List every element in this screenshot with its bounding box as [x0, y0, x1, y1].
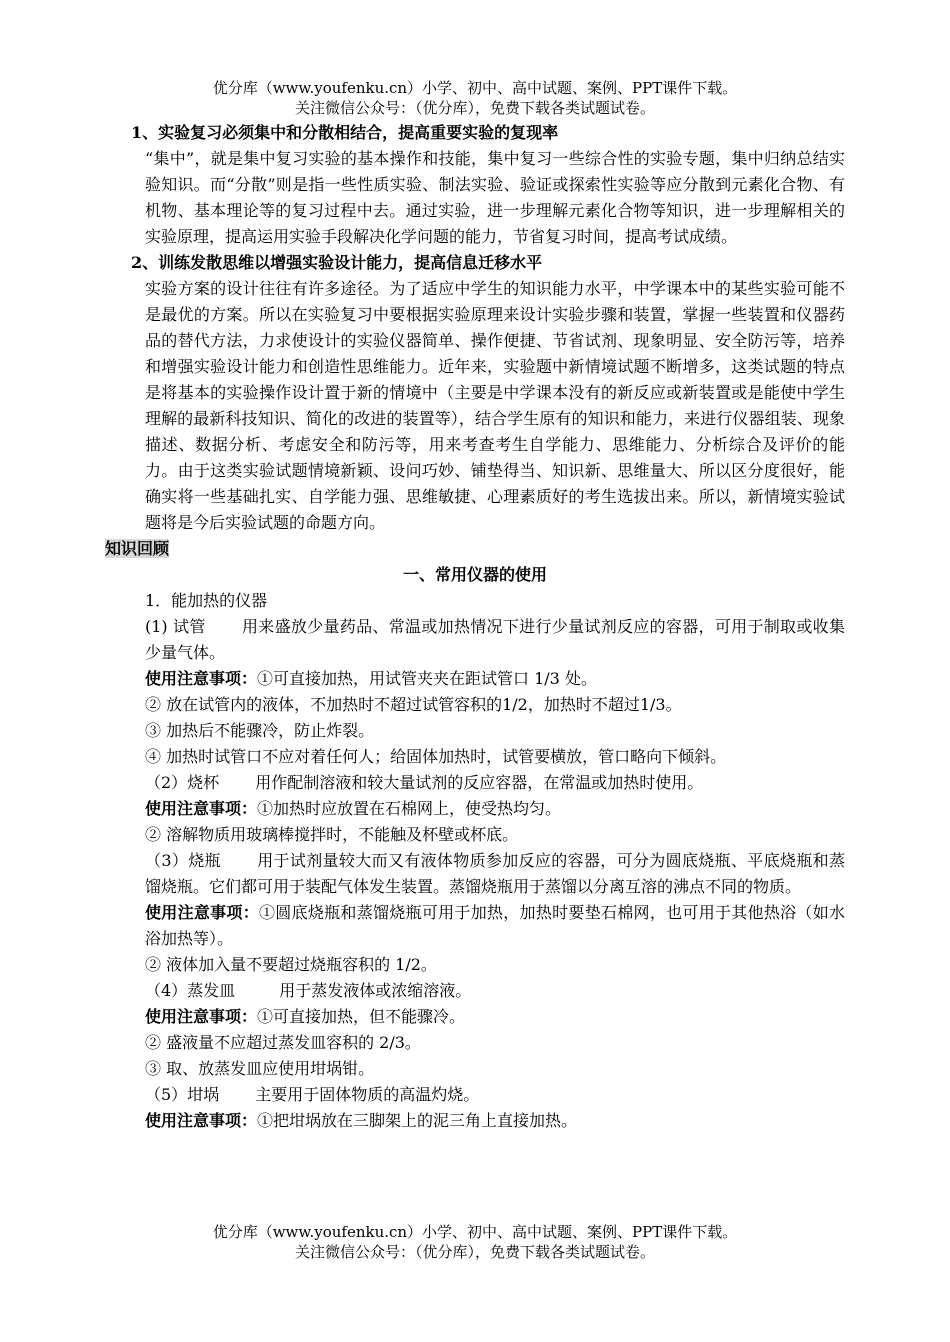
note-line	[105, 1004, 845, 1030]
note-label: 使用注意事项：	[145, 669, 258, 688]
note-line: ② 溶解物质用玻璃棒搅拌时，不能触及杯壁或杯底。	[145, 825, 519, 844]
note-label: 使用注意事项：	[145, 799, 258, 818]
note-text: ①可直接加热，用试管夹夹在距试管口 1/3 处。	[257, 669, 597, 688]
footer-line-1: 优分库（www.youfenku.cn）小学、初中、高中试题、案例、PPT课件下载。	[212, 1223, 738, 1241]
note-line	[105, 796, 845, 822]
note-line: ② 盛液量不应超过蒸发皿容积的 2/3。	[145, 1033, 421, 1052]
instrument-name: （5）坩埚	[145, 1085, 220, 1104]
subheading-heatable: 1．能加热的仪器	[145, 591, 268, 610]
instrument-beaker	[105, 770, 845, 796]
document-body	[105, 120, 845, 1134]
note-text: ①加热时应放置在石棉网上，使受热均匀。	[257, 799, 562, 818]
instrument-description: 用于试剂量较大而又有液体物质参加反应的容器，可分为圆底烧瓶、平底烧瓶和蒸馏烧瓶。它们都可用于装配气体发生装置。蒸馏烧瓶用于蒸馏以分离互溶的沸点不同的物质。	[145, 851, 845, 896]
header-line-1: 优分库（www.youfenku.cn）小学、初中、高中试题、案例、PPT课件下载。	[212, 79, 738, 97]
instrument-name: (1) 试管	[145, 617, 206, 636]
instrument-flask	[105, 848, 845, 900]
note-line: ③ 取、放蒸发皿应使用坩埚钳。	[145, 1059, 375, 1078]
note-label: 使用注意事项：	[145, 1111, 258, 1130]
instrument-description: 主要用于固体物质的高温灼烧。	[255, 1085, 480, 1104]
note-text: ①圆底烧瓶和蒸馏烧瓶可用于加热，加热时要垫石棉网，也可用于其他热浴（如水浴加热等）。	[145, 903, 845, 948]
section-heading: 一、常用仪器的使用	[402, 565, 547, 584]
instrument-description: 用作配制溶液和较大量试剂的反应容器，在常温或加热时使用。	[255, 773, 704, 792]
instrument-name: （4）蒸发皿	[145, 981, 236, 1000]
note-line: ② 液体加入量不要超过烧瓶容积的 1/2。	[145, 955, 437, 974]
note-text: ①把坩埚放在三脚架上的泥三角上直接加热。	[257, 1111, 578, 1130]
note-label: 使用注意事项：	[145, 1007, 258, 1026]
note-line: ④ 加热时试管口不应对着任何人；给固体加热时，试管要横放，管口略向下倾斜。	[145, 747, 727, 766]
note-line: ② 放在试管内的液体，不加热时不超过试管容积的1/2，加热时不超过1/3。	[145, 695, 682, 714]
page-header	[0, 78, 950, 118]
instrument-test-tube	[105, 614, 845, 666]
knowledge-review-label: 知识回顾	[105, 539, 170, 558]
note-line	[105, 666, 845, 692]
page-footer	[0, 1222, 950, 1262]
instrument-name: （2）烧杯	[145, 773, 220, 792]
section-2-paragraph: 实验方案的设计往往有许多途径。为了适应中学生的知识能力水平，中学课本中的某些实验可能不是最优的方案。所以在实验复习中要根据实验原理来设计实验步骤和装置，掌握一些装置和仪器药品的替代方法，力求使设计的实验仪器简单、操作便捷、节省试剂、现象明显、安全防污等，培养和增强实验设计能力和创造性思维能力。近年来，实验题中新情境试题不断增多，这类试题的特点是将基本的实验操作设计置于新的情境中（主要是中学课本没有的新反应或新装置或是能使中学生理解的最新科技知识、简化的改进的装置等），结合学生原有的知识和能力，来进行仪器组装、现象描述、数据分析、考虑安全和防污等，用来考查考生自学能力、思维能力、分析综合及评价的能力。由于这类实验试题情境新颖、设问巧妙、铺垫得当、知识新、思维量大、所以区分度很好，能确实将一些基础扎实、自学能力强、思维敏捷、心理素质好的考生选拔出来。所以，新情境实验试题将是今后实验试题的命题方向。	[145, 279, 845, 532]
instrument-crucible	[105, 1082, 845, 1108]
instrument-description: 用于蒸发液体或浓缩溶液。	[279, 981, 472, 1000]
note-line	[105, 900, 845, 952]
note-line	[105, 1108, 845, 1134]
instrument-evaporating-dish	[105, 978, 845, 1004]
instrument-name: （3）烧瓶	[145, 851, 221, 870]
note-label: 使用注意事项：	[145, 903, 259, 922]
section-1-title: 1、实验复习必须集中和分散相结合，提高重要实验的复现率	[131, 123, 559, 142]
header-line-2: 关注微信公众号：（优分库），免费下载各类试题试卷。	[294, 99, 655, 117]
footer-line-2: 关注微信公众号：（优分库），免费下载各类试题试卷。	[294, 1243, 655, 1261]
instrument-description: 用来盛放少量药品、常温或加热情况下进行少量试剂反应的容器，可用于制取或收集少量气体。	[145, 617, 845, 662]
note-text: ①可直接加热，但不能骤冷。	[257, 1007, 466, 1026]
section-2-title: 2、训练发散思维以增强实验设计能力，提高信息迁移水平	[131, 253, 543, 272]
section-1-paragraph: “集中”，就是集中复习实验的基本操作和技能，集中复习一些综合性的实验专题，集中归纳总结实验知识。而“分散”则是指一些性质实验、制法实验、验证或探索性实验等应分散到元素化合物、有机物、基本理论等的复习过程中去。通过实验，进一步理解元素化合物等知识，进一步理解相关的实验原理，提高运用实验手段解决化学问题的能力，节省复习时间，提高考试成绩。	[145, 149, 845, 246]
note-line: ③ 加热后不能骤冷，防止炸裂。	[145, 721, 375, 740]
